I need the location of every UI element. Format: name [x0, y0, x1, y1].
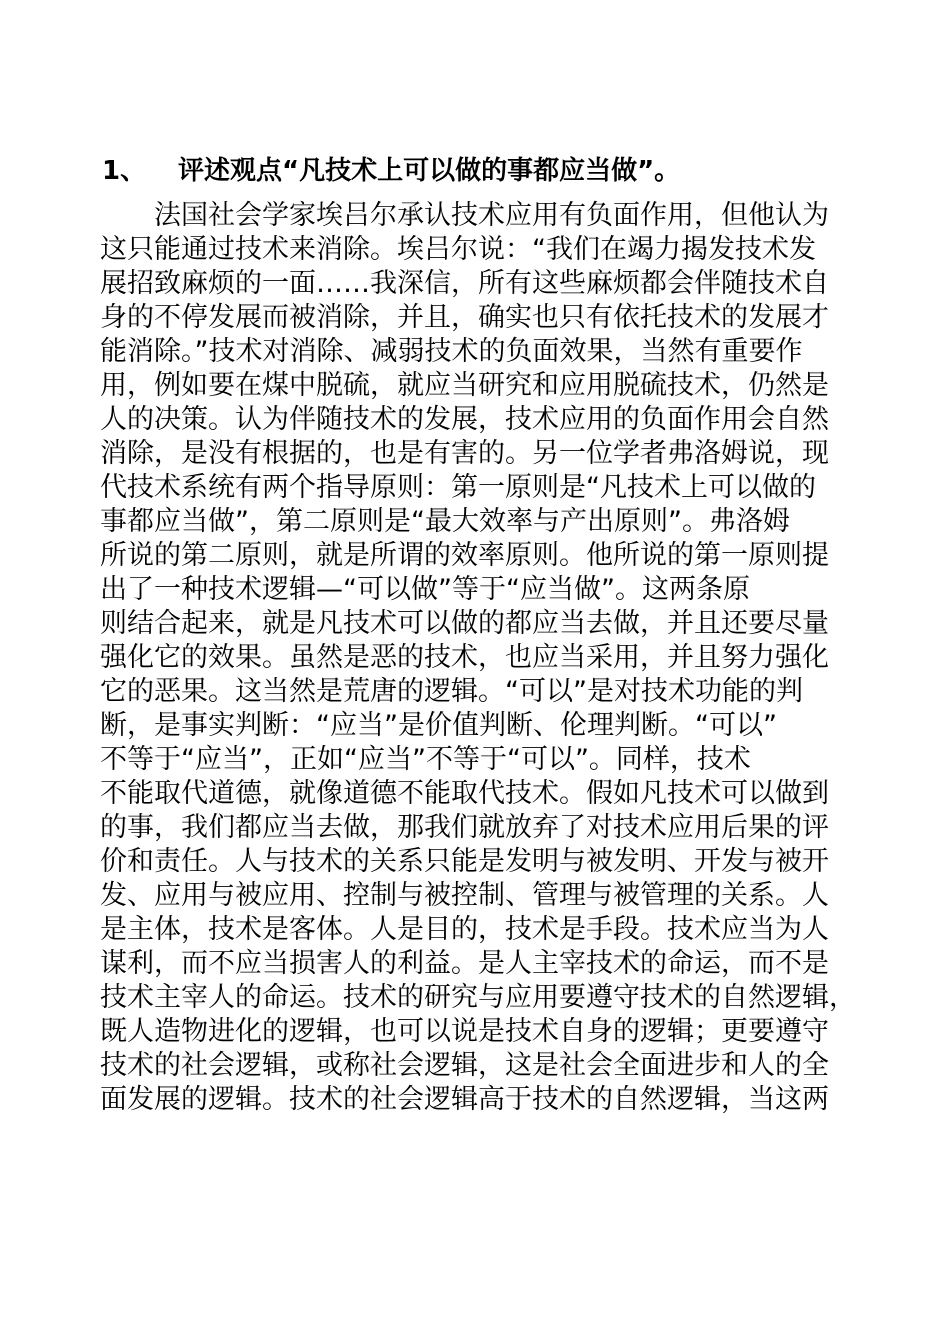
paragraph-line: 不等于“应当”，正如“应当”不等于“可以”。同样，技术: [100, 744, 751, 775]
paragraph-line: 谋利，而不应当损害人的利益。是人主宰技术的命运，而不是: [100, 948, 829, 979]
paragraph-line: 事都应当做”，第二原则是“最大效率与产出原则”。弗洛姆: [100, 506, 790, 537]
paragraph-line: 价和责任。人与技术的关系只能是发明与被发明、开发与被开: [100, 846, 829, 877]
paragraph-line: 展招致麻烦的一面……我深信，所有这些麻烦都会伴随技术自: [100, 268, 829, 299]
paragraph-line: 所说的第二原则，就是所谓的效率原则。他所说的第一原则提: [100, 540, 829, 571]
paragraph-line: 面发展的逻辑。技术的社会逻辑高于技术的自然逻辑，当这两: [100, 1084, 829, 1115]
paragraph-line: 技术主宰人的命运。技术的研究与应用要遵守技术的自然逻辑，: [100, 982, 856, 1013]
paragraph-line: 断，是事实判断：“应当”是价值判断、伦理判断。“可以”: [100, 710, 777, 741]
paragraph-line: 消除，是没有根据的，也是有害的。另一位学者弗洛姆说，现: [100, 438, 829, 469]
heading-number: 1、: [102, 155, 147, 186]
section-heading: [102, 148, 862, 188]
paragraph-line: 出了一种技术逻辑—“可以做”等于“应当做”。这两条原: [100, 574, 750, 605]
paragraph-line: 不能取代道德，就像道德不能取代技术。假如凡技术可以做到: [100, 778, 829, 809]
paragraph-line: 的事，我们都应当去做，那我们就放弃了对技术应用后果的评: [100, 812, 829, 843]
paragraph-line: 身的不停发展而被消除，并且，确实也只有依托技术的发展才: [100, 302, 829, 333]
paragraph-line: 发、应用与被应用、控制与被控制、管理与被管理的关系。人: [100, 880, 829, 911]
paragraph-line: 是主体，技术是客体。人是目的，技术是手段。技术应当为人: [100, 914, 829, 945]
paragraph-line: 技术的社会逻辑，或称社会逻辑，这是社会全面进步和人的全: [100, 1050, 829, 1081]
paragraph-line: 它的恶果。这当然是荒唐的逻辑。“可以”是对技术功能的判: [100, 676, 803, 707]
paragraph-line: 既人造物进化的逻辑，也可以说是技术自身的逻辑；更要遵守: [100, 1016, 829, 1047]
paragraph-line: 用，例如要在煤中脱硫，就应当研究和应用脱硫技术，仍然是: [100, 370, 829, 401]
paragraph-line: 则结合起来，就是凡技术可以做的都应当去做，并且还要尽量: [100, 608, 829, 639]
paragraph-line: 强化它的效果。虽然是恶的技术，也应当采用，并且努力强化: [100, 642, 829, 673]
paragraph-line: 这只能通过技术来消除。埃吕尔说：“我们在竭力揭发技术发: [100, 234, 816, 265]
paragraph-line: 人的决策。认为伴随技术的发展，技术应用的负面作用会自然: [100, 404, 829, 435]
paragraph-line: 法国社会学家埃吕尔承认技术应用有负面作用，但他认为: [154, 200, 829, 231]
body-paragraph: [100, 199, 856, 1117]
heading-title: 评述观点“凡技术上可以做的事都应当做”。: [178, 155, 681, 186]
paragraph-line: 代技术系统有两个指导原则：第一原则是“凡技术上可以做的: [100, 472, 816, 503]
paragraph-line: 能消除。”技术对消除、减弱技术的负面效果，当然有重要作: [100, 336, 803, 367]
